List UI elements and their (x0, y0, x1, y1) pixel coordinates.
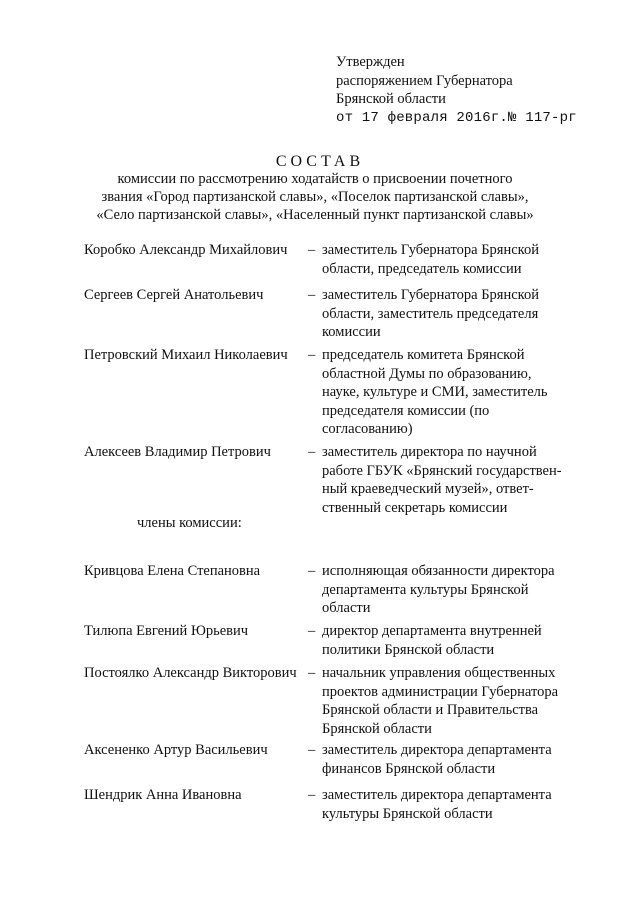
member-name: Тилюпа Евгений Юрьевич (84, 623, 249, 639)
separator-dash: – (308, 742, 316, 758)
separator-dash: – (308, 444, 316, 460)
member-name: Аксененко Артур Васильевич (84, 742, 268, 758)
member-role: исполняющая обязанности директора департамента культуры Брянской области (322, 563, 555, 616)
member-role: начальник управления общественных проектов администрации Губернатора Брянской области и Правительства Брянской области (322, 665, 559, 737)
member-name: Алексеев Владимир Петрович (84, 444, 271, 460)
member-role: заместитель директора департамента финансов Брянской области (322, 742, 552, 777)
separator-dash: – (308, 347, 316, 363)
member-role: заместитель директора департамента культуры Брянской области (322, 787, 552, 822)
approval-line-region: Брянской области (336, 91, 446, 107)
member-role: заместитель директора по научной работе ГБУК «Брянский государствен-ный краеведческий музей», ответ-ственный секретарь комиссии (322, 444, 562, 516)
document-title: СОСТАВ (275, 153, 365, 170)
member-name: Кривцова Елена Степановна (84, 563, 261, 579)
member-role: директор департамента внутренней политики Брянской области (322, 623, 542, 658)
separator-dash: – (308, 787, 316, 803)
approval-line-date: от 17 февраля 2016г.№ 117-рг (336, 109, 577, 126)
approval-block (336, 53, 577, 127)
member-name: Коробко Александр Михайлович (84, 242, 288, 258)
separator-dash: – (308, 242, 316, 258)
members-label: члены комиссии: (137, 515, 242, 531)
approval-line-order: распоряжением Губернатора (336, 72, 513, 89)
member-role: заместитель Губернатора Брянской области, председатель комиссии (322, 242, 539, 277)
document-subtitle (80, 170, 550, 224)
separator-dash: – (308, 563, 316, 579)
subtitle-line-1: комиссии по рассмотрению ходатайств о присвоении почетного (117, 171, 513, 187)
separator-dash: – (308, 665, 316, 681)
member-name: Шендрик Анна Ивановна (84, 787, 242, 803)
separator-dash: – (308, 623, 316, 639)
separator-dash: – (308, 287, 316, 303)
subtitle-line-3: «Село партизанской славы», «Населенный пункт партизанской славы» (96, 207, 534, 223)
member-name: Петровский Михаил Николаевич (84, 347, 288, 363)
member-role: председатель комитета Брянской областной Думы по образованию, науке, культуре и СМИ, заместитель председателя комиссии (по согласованию) (322, 347, 548, 437)
member-name: Сергеев Сергей Анатольевич (84, 287, 264, 303)
member-name: Постоялко Александр Викторович (84, 665, 297, 681)
member-role: заместитель Губернатора Брянской области, заместитель председателя комиссии (322, 287, 539, 340)
approval-line-approved: Утвержден (336, 54, 405, 70)
subtitle-line-2: звания «Город партизанской славы», «Поселок партизанской славы», (101, 189, 529, 205)
